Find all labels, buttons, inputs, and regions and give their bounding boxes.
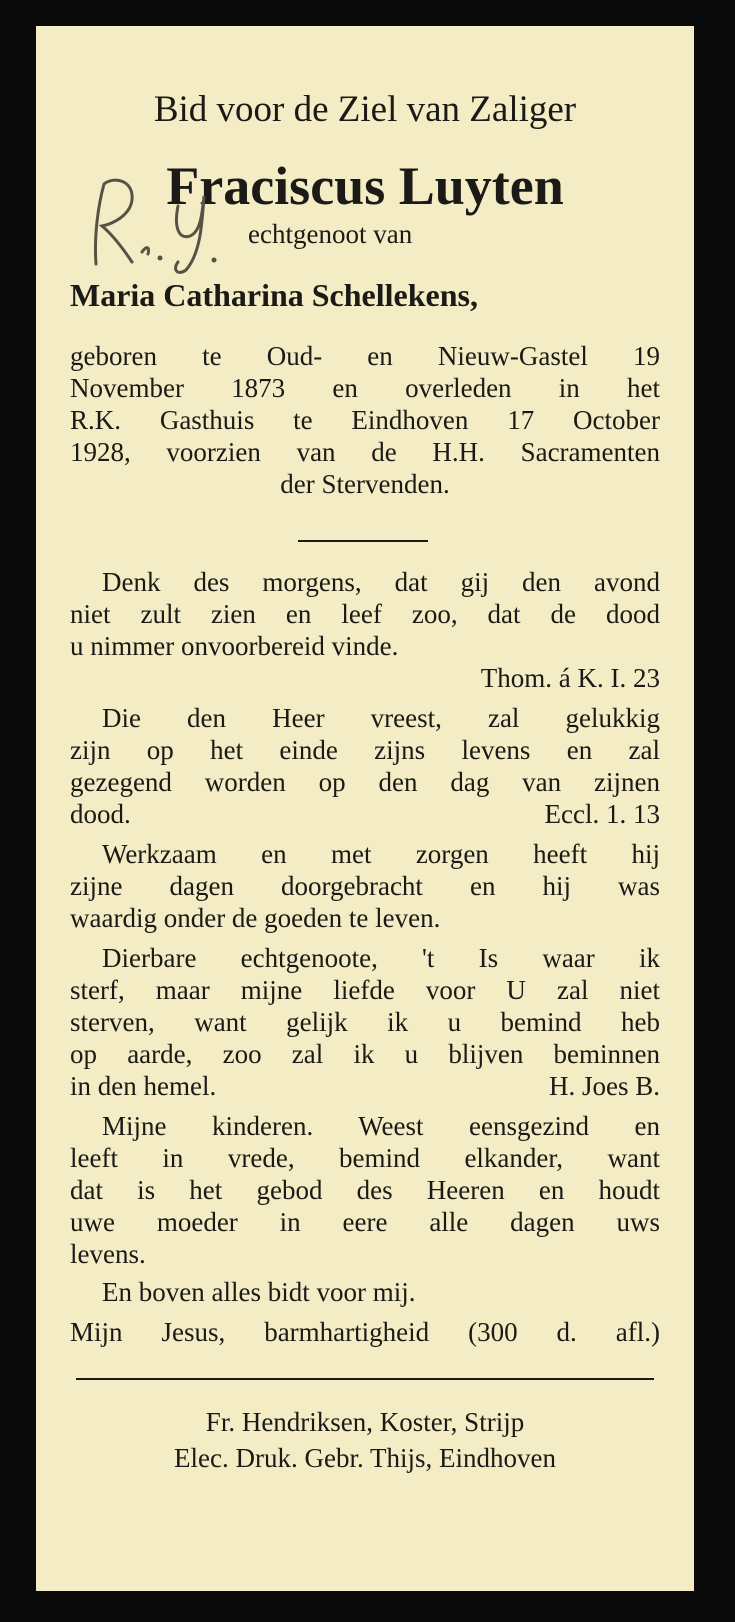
bio-line: November 1873 en overleden in het (70, 373, 660, 403)
quote-line: sterven, want gelijk ik u bemind heb (70, 1007, 660, 1037)
bio-line: R.K. Gasthuis te Eindhoven 17 October (70, 405, 660, 435)
footer-line: Elec. Druk. Gebr. Thijs, Eindhoven (174, 1443, 556, 1473)
quote-line: u nimmer onvoorbereid vinde. (70, 631, 399, 661)
closing-line: En boven alles bidt voor mij. (102, 1277, 416, 1307)
quote-line: dood. (70, 799, 131, 829)
quote-source: H. Joes B. (548, 1071, 660, 1101)
card-heading: Bid voor de Ziel van Zaliger (153, 89, 577, 130)
bio-line: geboren te Oud- en Nieuw-Gastel 19 (70, 341, 660, 371)
prayer-line: Mijn Jesus, barmhartigheid (300 d. afl.) (70, 1317, 660, 1347)
memorial-card (36, 26, 694, 1591)
quote-line: sterf, maar mijne liefde voor U zal niet (70, 975, 660, 1005)
quote-line: uwe moeder in eere alle dagen uws (70, 1207, 660, 1237)
quote-line: leeft in vrede, bemind elkander, want (70, 1143, 660, 1173)
quote-line: niet zult zien en leef zoo, dat de dood (70, 599, 660, 629)
deceased-name: Fraciscus Luyten (166, 156, 564, 216)
quote-line: Mijne kinderen. Weest eensgezind en (102, 1111, 660, 1141)
quote-line: in den hemel. (70, 1071, 217, 1101)
quote-source: Thom. á K. I. 23 (480, 663, 660, 693)
spouse-intro: echtgenoot van (248, 219, 413, 249)
quote-line: levens. (70, 1239, 146, 1269)
quote-line: gezegend worden op den dag van zijnen (70, 767, 660, 797)
footer-divider (76, 1378, 654, 1380)
quote-source: Eccl. 1. 13 (544, 799, 660, 829)
quote-line: zijne dagen doorgebracht en hij was (70, 871, 660, 901)
handwritten-initials-signature (74, 166, 224, 276)
footer-line: Fr. Hendriksen, Koster, Strijp (205, 1407, 525, 1437)
quote-line: Werkzaam en met zorgen heeft hij (102, 839, 660, 869)
quote-line: Denk des morgens, dat gij den avond (102, 567, 660, 597)
spouse-name: Maria Catharina Schellekens, (70, 277, 478, 313)
bio-line: 1928, voorzien van de H.H. Sacramenten (70, 437, 660, 467)
bio-line: der Stervenden. (280, 469, 450, 499)
quote-line: dat is het gebod des Heeren en houdt (70, 1175, 660, 1205)
quote-line: Die den Heer vreest, zal gelukkig (102, 703, 660, 733)
quote-line: waardig onder de goeden te leven. (70, 903, 441, 933)
quote-line: zijn op het einde zijns levens en zal (70, 735, 660, 765)
quote-line: Dierbare echtgenoote, 't Is waar ik (102, 943, 660, 973)
quote-line: op aarde, zoo zal ik u blijven beminnen (70, 1039, 660, 1069)
section-divider (298, 540, 428, 542)
